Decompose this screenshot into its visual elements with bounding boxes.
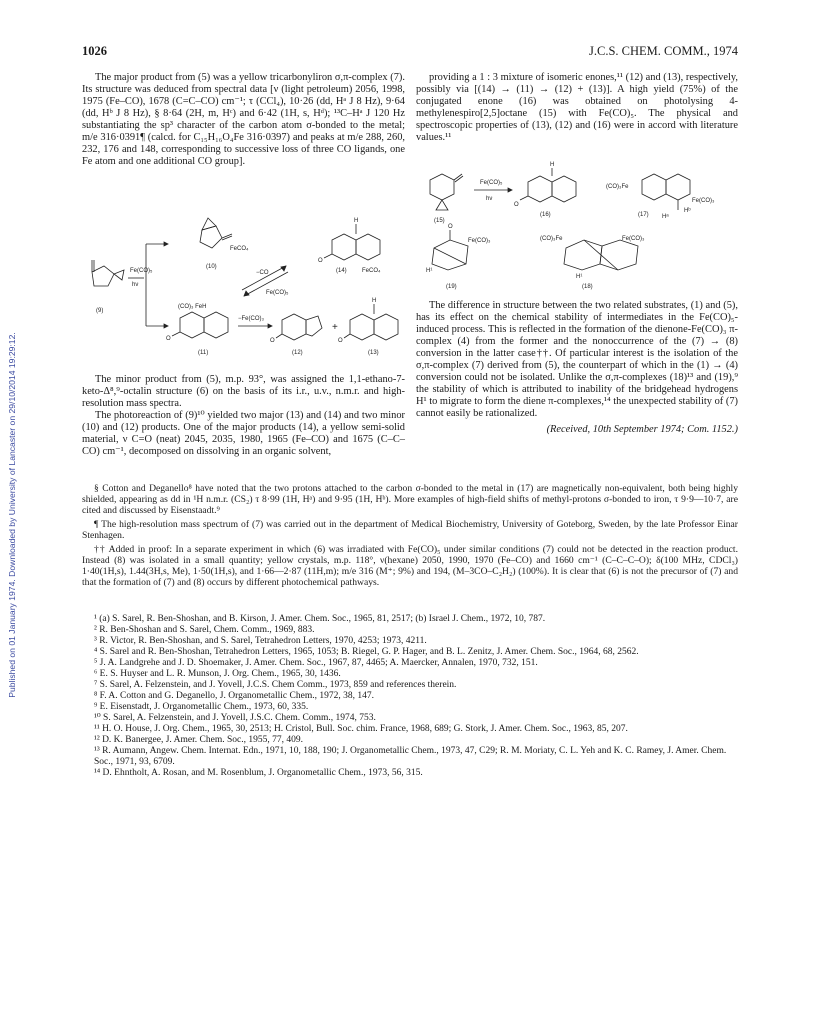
- reagent-label: Fe(CO)₅: [130, 268, 153, 274]
- structure-10: [200, 218, 232, 248]
- reference: ⁹ E. Eisenstadt, J. Organometallic Chem., 1973, 60, 335.: [94, 702, 309, 712]
- h1-label: H¹: [426, 268, 433, 274]
- reference: ¹⁴ D. Ehntholt, A. Rosan, and M. Rosenblum, J. Organometallic Chem., 1973, 56, 315.: [94, 768, 423, 778]
- feco3-label: Fe(CO)₃: [468, 238, 491, 244]
- reference: ¹¹ H. O. House, J. Org. Chem., 1965, 30, 2513; H. Cristol, Bull. Soc. chim. France, 1968, 689; G. Stork, J. Amer. Chem. Soc., 1963, 85, 207.: [94, 724, 628, 734]
- reference: ⁵ J. A. Landgrehe and J. D. Shoemaker, J. Amer. Chem. Soc., 1967, 87, 4465; A. Maercker, Annalen, 1970, 732, 151.: [94, 658, 538, 668]
- hb-label: Hᵇ: [684, 208, 691, 214]
- label-13: (13): [368, 350, 379, 356]
- structure-17: [642, 174, 690, 210]
- label-17: (17): [638, 212, 649, 218]
- journal-name: J.C.S. CHEM. COMM., 1974: [589, 44, 738, 58]
- structure-18: [564, 240, 638, 270]
- label-19: (19): [446, 284, 457, 290]
- paragraph: The minor product from (5), m.p. 93°, was assigned the 1,1-ethano-7-keto-Δ⁸,⁹-octalin structure (6) on the basis of its i.r., u.v., n.m.r. and high-resolution mass spectra.: [82, 374, 405, 409]
- received-date: (Received, 10th September 1974; Com. 1152.): [546, 424, 738, 435]
- structure-19: [432, 230, 468, 270]
- structure-9: [92, 260, 124, 286]
- paragraph: The difference in structure between the two related substrates, (1) and (5), has its effect on the chemical stability of intermediates in the Fe(CO)₅-induced process. This is reflected in the formation of the dienone-Fe(CO)₃ π-complex (4) from the former and the nonoccurrence of the (7) → (8) conversion in the latter case††. Of particular interest is the isolation of the σ,π-complex (7) derived from (5), the counterpart of which in the (1) → (4) conversion could not be isolated. Unlike the σ,π-complexes (18)¹³ and (19),⁹ the stability of which is attributed to inability of the bridgehead hydrogens H¹ to migrate to form the diene π-complexes,¹⁴ the unexpected stability of (7) cannot easily be rationalized.: [416, 300, 738, 419]
- feco3-label: Fe(CO)₃: [622, 236, 645, 242]
- left-column-top: [82, 72, 405, 168]
- label-15: (15): [434, 218, 445, 224]
- minus-feco3-label: −Fe(CO)₃: [238, 316, 264, 322]
- running-header: [82, 44, 738, 60]
- footnotes: [82, 483, 738, 591]
- structure-12: [276, 314, 322, 340]
- reference: ⁴ S. Sarel and R. Ben-Shoshan, Tetrahedron Letters, 1965, 1053; B. Riegel, G. P. Hager, and B. L. Zenitz, J. Amer. Chem. Soc., 1964, 68, 2562.: [94, 647, 639, 657]
- structure-11: [172, 312, 228, 338]
- label-11: (11): [198, 350, 209, 356]
- reference: ⁷ S. Sarel, A. Felzenstein, and J. Yovell, J.C.S. Chem Comm., 1973, 859 and references therein.: [94, 680, 457, 690]
- paragraph: The photoreaction of (9)¹⁰ yielded two major (13) and (14) and two minor (10) and (12) products. One of the major products (14), a yellow semi-solid material, ν C=O (neat) 2045, 2035, 1980, 1965 (Fe–CO) and 1675 (C–C–CO) cm⁻¹, decomposed on dissolving in an organic solvent,: [82, 410, 405, 457]
- references: [82, 614, 738, 779]
- h1-label: H¹: [576, 274, 583, 280]
- h-label: H: [372, 298, 377, 304]
- o-label: O: [270, 338, 275, 344]
- h-label: H: [354, 218, 359, 224]
- left-column-bottom: [82, 374, 405, 458]
- reference: ¹³ R. Aumann, Angew. Chem. Internat. Edn., 1971, 10, 188, 190; J. Organometallic Chem., 1973, 47, C29; R. M. Moriaty, C. L. Yeh and K. C. Ramey, J. Amer. Chem. Soc., 1971, 93, 6709.: [94, 746, 727, 767]
- o-label: O: [448, 224, 453, 230]
- label-12: (12): [292, 350, 303, 356]
- reference: ¹⁰ S. Sarel, A. Felzenstein, and J. Yovell, J.S.C. Chem. Comm., 1974, 753.: [94, 713, 376, 723]
- structure-15: [430, 174, 463, 210]
- hv-label: hν: [132, 282, 139, 288]
- co3fe-label: (CO)₃Fe: [606, 184, 629, 190]
- reference: ⁶ E. S. Huyser and L. R. Munson, J. Org. Chem., 1965, 30, 1436.: [94, 669, 341, 679]
- label-18: (18): [582, 284, 593, 290]
- sidebar-text: Published on 01 January 1974. Downloaded by University of Lancaster on 29/10/2014 19:29:12.: [7, 332, 17, 698]
- feco5-label: Fe(CO)₅: [266, 290, 289, 296]
- footnote: †† Added in proof: In a separate experiment in which (6) was irradiated with Fe(CO)₅ under similar conditions (7) could not be detected in the reaction product. Instead (8) was isolated in a small quantity; yellow crystals, m.p. 118°, ν(hexane) 2050, 1990, 1970 (Fe–CO) and 1660 cm⁻¹ (C–C–C–O); δ(100 MHz, CDCl₃) 1·40(1H,s), 1.44(3H,s, Me), 1·50(1H,s), and 1·66—2·87 (11H,m); m/e 316 (M⁺; 9%) and 194, (M–3CO–C₂H₂) (100%). It is clear that (6) is not the precursor of (7) and that the formation of (7) and (8) occurs by different photochemical pathways.: [82, 544, 738, 588]
- page-number: 1026: [82, 44, 107, 58]
- right-column-bottom: [416, 300, 738, 436]
- o-label: O: [514, 202, 519, 208]
- o-label: O: [338, 338, 343, 344]
- structure-16: [520, 168, 576, 202]
- o-label: O: [166, 336, 171, 342]
- download-sidebar: [4, 170, 20, 860]
- label-14: (14): [336, 268, 347, 274]
- feco3-label: Fe(CO)₃: [692, 198, 715, 204]
- reaction-scheme-1: [82, 214, 405, 364]
- reference: ¹² D. K. Banergee, J. Amer. Chem. Soc., 1955, 77, 409.: [94, 735, 303, 745]
- minus-co-label: −CO: [256, 270, 269, 276]
- reaction-scheme-2: [416, 160, 738, 296]
- co3feh-label: (CO)₃ FeH: [178, 304, 207, 310]
- footnote: § Cotton and Deganello⁸ have noted that the two protons attached to the carbon σ-bonded to the metal in (17) are magnetically non-equivalent, both being highly shielded, appearing as dd in ¹H n.m.r. (CS₂) τ 8·99 (1H, Hᵃ) and 9·95 (1H, Hᵇ). More examples of high-field shifts of methyl-protons σ-bonded to iron, τ 9·9—10·7, are cited and discussed by Eisenstaadt.⁹: [82, 483, 738, 516]
- ha-label: Hᵃ: [662, 214, 669, 220]
- hv-label: hν: [486, 196, 493, 202]
- reference: ⁸ F. A. Cotton and G. Deganello, J. Organometallic Chem., 1972, 38, 147.: [94, 691, 374, 701]
- reagent-label: Fe(CO)₅: [480, 180, 503, 186]
- structure-13: [344, 304, 398, 340]
- reference: ³ R. Victor, R. Ben-Shoshan, and S. Sarel, Tetrahedron Letters, 1970, 4253; 1973, 4211.: [94, 636, 427, 646]
- plus-sign: +: [332, 322, 338, 333]
- reference: ¹ (a) S. Sarel, R. Ben-Shoshan, and B. Kirson, J. Amer. Chem. Soc., 1965, 81, 2517; (b) Israel J. Chem., 1972, 10, 787.: [94, 614, 546, 624]
- h-label: H: [550, 162, 555, 168]
- label-10: (10): [206, 264, 217, 270]
- paragraph: The major product from (5) was a yellow tricarbonyliron σ,π-complex (7). Its structure was deduced from spectral data [ν (light petroleum) 2056, 1998, 1975 (Fe–CO), 1678 (C=C–CO) cm⁻¹; τ (CCl₄), 10·26 (dd, Hᵃ J 8 Hz), 9·64 (dd, Hᵇ J 8 Hz), § 8·64 (2H, m, Hᶜ) and 6·42 (1H, s, Hᵈ); ¹³C–Hᵃ J 120 Hz substantiating the sp³ character of the carbon atom σ-bonded to the metal; m/e 316·0391¶ (calcd. for C₁₅H₁₆O₄Fe 316·0397) and peaks at m/e 288, 260, 232, 176 and 148, corresponding to successive loss of three CO ligands, one Fe atom and one additional CO group].: [82, 72, 405, 167]
- feco4-label: FeCO₄: [230, 246, 249, 252]
- footnote: ¶ The high-resolution mass spectrum of (7) was carried out in the department of Medical Biochemistry, University of Goteborg, Sweden, by the late Professor Einar Stenhagen.: [82, 519, 738, 541]
- o-label: O: [318, 258, 323, 264]
- feco4-label: FeCO₄: [362, 268, 381, 274]
- reference: ² R. Ben-Shoshan and S. Sarel, Chem. Comm., 1969, 883.: [94, 625, 315, 635]
- co3fe-label: (CO)₃Fe: [540, 236, 563, 242]
- structure-14: [324, 224, 380, 260]
- paragraph: providing a 1 : 3 mixture of isomeric enones,¹¹ (12) and (13), respectively, possibly via [(14) → (11) → (12) + (13)]. A high yield (75%) of the conjugated enone (16) was obtained on photolysing 4-methylenespiro[2,5]octane (15) with Fe(CO)₅. The physical and spectroscopic properties of (13), (12) and (16) were in accord with literature values.¹¹: [416, 72, 738, 143]
- label-16: (16): [540, 212, 551, 218]
- label-9: (9): [96, 308, 104, 314]
- right-column-top: [416, 72, 738, 144]
